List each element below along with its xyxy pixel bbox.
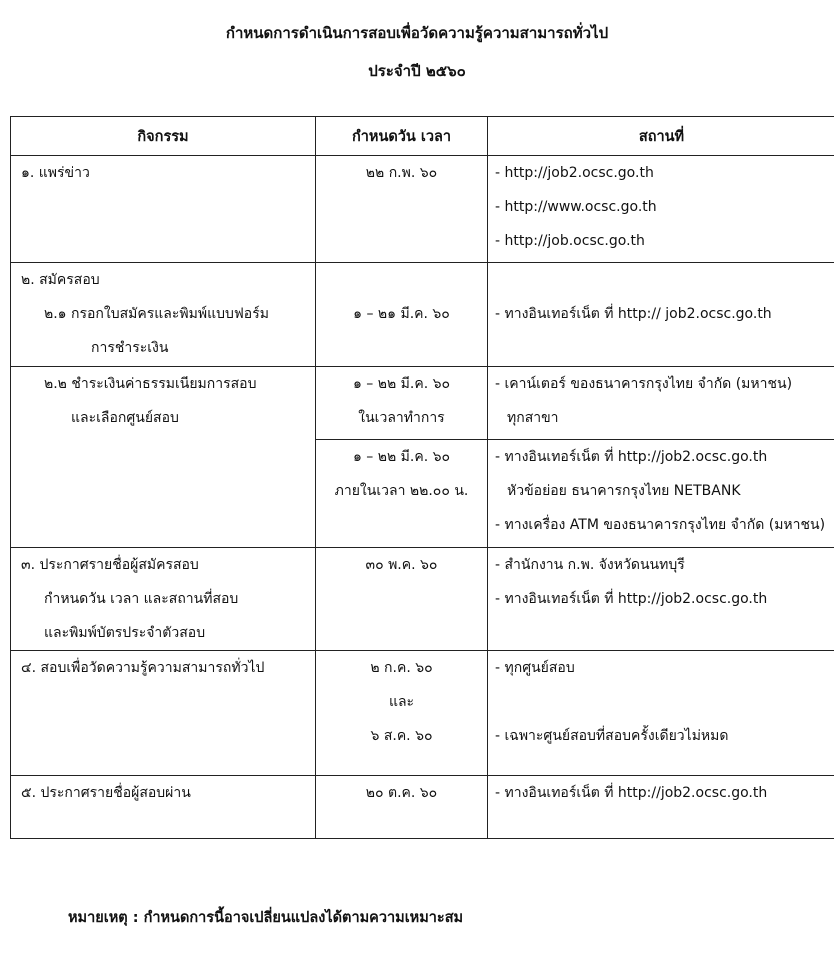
place-cell	[488, 367, 834, 440]
activity-text: และพิมพ์บัตรประจำตัวสอบ	[44, 625, 206, 641]
table-row	[11, 651, 834, 776]
activity-text: กำหนดวัน เวลา และสถานที่สอบ	[44, 591, 239, 607]
date-text: ๓๐ พ.ค. ๖๐	[365, 557, 438, 573]
footnote: หมายเหตุ : กำหนดการนี้อาจเปลี่ยนแปลงได้ตามความเหมาะสม	[68, 910, 464, 926]
header-activity: กิจกรรม	[11, 117, 316, 156]
place-text: ทุกสาขา	[507, 410, 559, 426]
date-text: ๖ ส.ค. ๖๐	[370, 728, 433, 744]
place-cell	[488, 776, 834, 839]
activity-cell	[11, 263, 316, 367]
place-link[interactable]: - http://www.ocsc.go.th	[495, 199, 657, 215]
place-link[interactable]: - http://job.ocsc.go.th	[495, 233, 645, 249]
date-text: ๑ – ๒๑ มี.ค. ๖๐	[353, 306, 450, 322]
activity-cell	[11, 548, 316, 651]
activity-cell	[11, 367, 316, 548]
date-text: ๑ – ๒๒ มี.ค. ๖๐	[352, 449, 451, 465]
activity-cell	[11, 776, 316, 839]
activity-text: ๒. สมัครสอบ	[21, 272, 100, 288]
sub-activity-text: การชำระเงิน	[91, 340, 169, 356]
date-cell	[316, 776, 488, 839]
date-cell	[316, 156, 488, 263]
table-row	[11, 776, 834, 839]
time-text: ในเวลาทำการ	[358, 410, 445, 426]
date-text: ๒ ก.ค. ๖๐	[370, 660, 433, 676]
time-text: ภายในเวลา ๒๒.๐๐ น.	[334, 483, 469, 499]
table-row	[11, 367, 834, 440]
date-cell	[316, 651, 488, 776]
place-text: หัวข้อย่อย ธนาคารกรุงไทย NETBANK	[507, 483, 741, 499]
place-text: - สำนักงาน ก.พ. จังหวัดนนทบุรี	[495, 557, 685, 573]
place-link[interactable]: - http://job2.ocsc.go.th	[495, 165, 654, 181]
date-text: ๒๐ ต.ค. ๖๐	[365, 785, 438, 801]
sub-activity-text: ๒.๑ กรอกใบสมัครและพิมพ์แบบฟอร์ม	[44, 306, 269, 322]
date-cell	[316, 548, 488, 651]
place-text[interactable]: - ทางอินเทอร์เน็ต ที่ http://job2.ocsc.go.th	[495, 591, 768, 607]
table-row	[11, 263, 834, 367]
schedule-table	[10, 116, 834, 839]
header-datetime: กำหนดวัน เวลา	[316, 117, 488, 156]
header-place: สถานที่	[488, 117, 834, 156]
date-text: ๑ – ๒๒ มี.ค. ๖๐	[352, 376, 451, 392]
place-text[interactable]: - ทางอินเทอร์เน็ต ที่ http://job2.ocsc.go.th	[495, 449, 768, 465]
activity-text: ๑. แพร่ข่าว	[21, 165, 90, 181]
activity-text: ๔. สอบเพื่อวัดความรู้ความสามารถทั่วไป	[21, 660, 265, 676]
place-cell	[488, 263, 834, 367]
place-cell	[488, 548, 834, 651]
date-text: ๒๒ ก.พ. ๖๐	[365, 165, 438, 181]
table-row	[11, 156, 834, 263]
date-cell	[316, 263, 488, 367]
place-text: - เฉพาะศูนย์สอบที่สอบครั้งเดียวไม่หมด	[495, 728, 729, 744]
place-text: - ทางเครื่อง ATM ของธนาคารกรุงไทย จำกัด (มหาชน)	[495, 517, 826, 533]
sub-activity-text: ๒.๒ ชำระเงินค่าธรรมเนียมการสอบ	[44, 376, 257, 392]
place-text[interactable]: - ทางอินเทอร์เน็ต ที่ http://job2.ocsc.go.th	[495, 785, 768, 801]
place-text: - ทุกศูนย์สอบ	[495, 660, 575, 676]
table-row	[11, 548, 834, 651]
date-text: และ	[388, 694, 415, 710]
table-header-row	[11, 117, 834, 156]
place-cell	[488, 651, 834, 776]
activity-cell	[11, 651, 316, 776]
document-year: ประจำปี ๒๕๖๐	[368, 62, 466, 80]
place-text: - เคาน์เตอร์ ของธนาคารกรุงไทย จำกัด (มหาชน)	[495, 376, 793, 392]
place-text[interactable]: - ทางอินเทอร์เน็ต ที่ http:// job2.ocsc.go.th	[495, 306, 772, 322]
sub-activity-text: และเลือกศูนย์สอบ	[71, 410, 179, 426]
place-cell	[488, 156, 834, 263]
date-cell	[316, 367, 488, 440]
activity-cell	[11, 156, 316, 263]
date-cell	[316, 440, 488, 548]
activity-text: ๕. ประกาศรายชื่อผู้สอบผ่าน	[21, 785, 191, 801]
activity-text: ๓. ประกาศรายชื่อผู้สมัครสอบ	[21, 557, 199, 573]
document-title: กำหนดการดำเนินการสอบเพื่อวัดความรู้ความสามารถทั่วไป	[225, 24, 609, 42]
place-cell	[488, 440, 834, 548]
